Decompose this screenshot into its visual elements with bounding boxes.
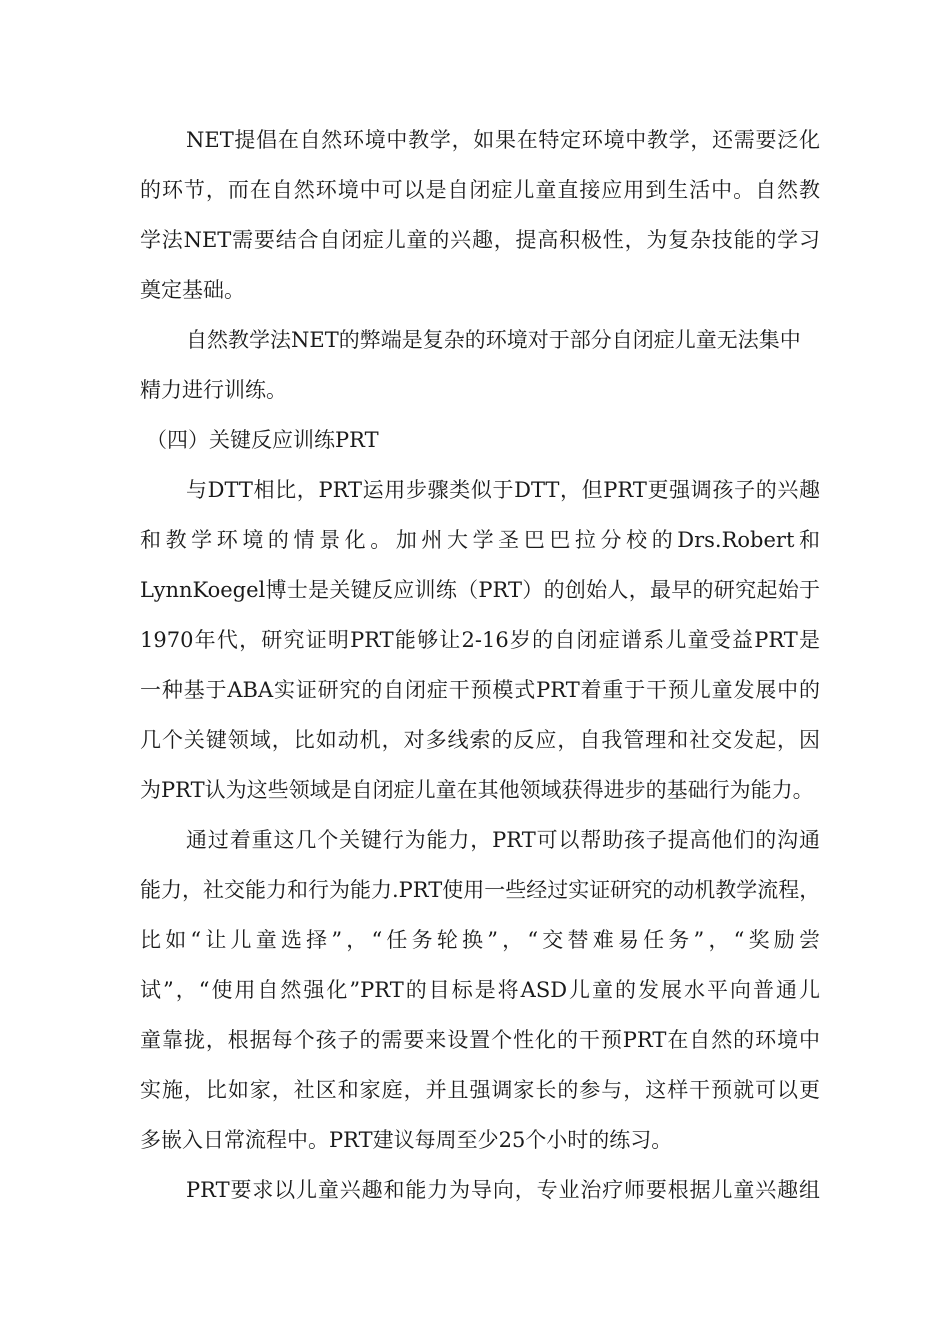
paragraph-line: 能力，社交能力和行为能力.PRT使用一些经过实证研究的动机教学流程，: [140, 878, 821, 902]
paragraph-line: 一种基于ABA实证研究的自闭症干预模式PRT着重于干预儿童发展中的: [140, 678, 820, 702]
paragraph-line: 比如“让儿童选择”，“任务轮换”，“交替难易任务”，“奖励尝: [140, 928, 820, 952]
paragraph-line: NET提倡在自然环境中教学，如果在特定环境中教学，还需要泛化: [186, 128, 820, 152]
paragraph-line: LynnKoegel博士是关键反应训练（PRT）的创始人，最早的研究起始于: [140, 578, 820, 602]
paragraph-line: 试”，“使用自然强化”PRT的目标是将ASD儿童的发展水平向普通儿: [140, 978, 820, 1002]
paragraph-line: 童靠拢，根据每个孩子的需要来设置个性化的干预PRT在自然的环境中: [140, 1028, 820, 1052]
paragraph-line: 为PRT认为这些领域是自闭症儿童在其他领域获得进步的基础行为能力。: [140, 778, 814, 802]
paragraph-line: 自然教学法NET的弊端是复杂的环境对于部分自闭症儿童无法集中: [186, 328, 801, 352]
section-heading: （四）关键反应训练PRT: [146, 428, 379, 452]
paragraph-line: 精力进行训练。: [140, 378, 287, 402]
paragraph-line: 奠定基础。: [140, 278, 245, 302]
paragraph-line: 与DTT相比，PRT运用步骤类似于DTT，但PRT更强调孩子的兴趣: [186, 478, 820, 502]
paragraph-line: 学法NET需要结合自闭症儿童的兴趣，提高积极性，为复杂技能的学习: [140, 228, 820, 252]
paragraph-line: 几个关键领域，比如动机，对多线索的反应，自我管理和社交发起，因: [140, 728, 820, 752]
paragraph-line: PRT要求以儿童兴趣和能力为导向，专业治疗师要根据儿童兴趣组: [186, 1178, 820, 1202]
paragraph-line: 1970年代，研究证明PRT能够让2-16岁的自闭症谱系儿童受益PRT是: [140, 628, 820, 652]
paragraph-line: 的环节，而在自然环境中可以是自闭症儿童直接应用到生活中。自然教: [140, 178, 820, 202]
paragraph-line: 和教学环境的情景化。加州大学圣巴巴拉分校的Drs.Robert和: [140, 528, 820, 552]
paragraph-line: 实施，比如家，社区和家庭，并且强调家长的参与，这样干预就可以更: [140, 1078, 820, 1102]
paragraph-line: 通过着重这几个关键行为能力，PRT可以帮助孩子提高他们的沟通: [186, 828, 820, 852]
paragraph-line: 多嵌入日常流程中。PRT建议每周至少25个小时的练习。: [140, 1128, 673, 1152]
